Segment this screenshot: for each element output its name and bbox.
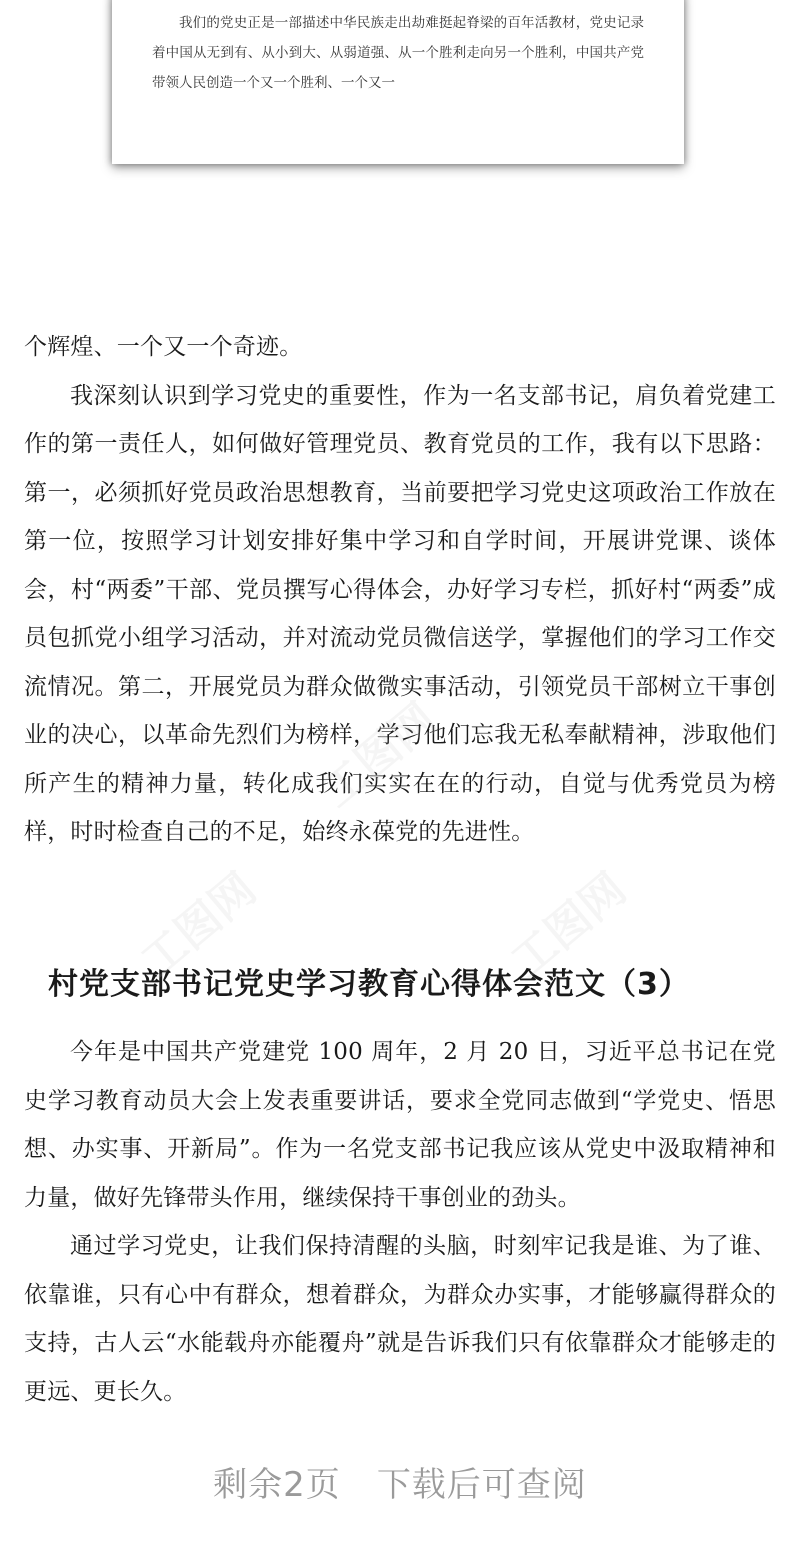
section-3-body: [24, 1028, 776, 1416]
document-body: [24, 323, 776, 857]
excerpt-paragraph: 我们的党史正是一部描述中华民族走出劫难挺起脊梁的百年活教材，党史记录着中国从无到有、从小到大、从弱道强、从一个胜利走向另一个胜利，中国共产党带领人民创造一个又一个胜利、一个又一: [152, 15, 644, 91]
body-paragraph-continuation: 个辉煌、一个又一个奇迹。: [24, 334, 303, 360]
section-3-paragraph-2: 通过学习党史，让我们保持清醒的头脑，时刻牢记我是谁、为了谁、依靠谁，只有心中有群众，想着群众，为群众办实事，才能够赢得群众的支持，古人云“水能载舟亦能覆舟”就是告诉我们只有依靠群众才能够走的更远、更长久。: [24, 1233, 776, 1405]
section-3-paragraph-1: 今年是中国共产党建党 100 周年，2 月 20 日，习近平总书记在党史学习教育动员大会上发表重要讲话，要求全党同志做到“学党史、悟思想、办实事、开新局”。作为一名党支部书记我应该从党史中汲取精神和力量，做好先锋带头作用，继续保持干事创业的劲头。: [24, 1039, 776, 1211]
download-prompt[interactable]: [0, 1460, 800, 1510]
remaining-pages-label: 剩余2页: [213, 1465, 341, 1505]
watermark: 工图网: [311, 693, 446, 818]
excerpt-card: [112, 0, 684, 164]
download-to-view-label: 下载后可查阅: [376, 1465, 587, 1505]
body-paragraph-2: 我深刻认识到学习党史的重要性，作为一名支部书记，肩负着党建工作的第一责任人，如何做好管理党员、教育党员的工作，我有以下思路：第一，必须抓好党员政治思想教育，当前要把学习党史这项政治工作放在第一位，按照学习计划安排好集中学习和自学时间，开展讲党课、谈体会，村“两委”干部、党员撰写心得体会，办好学习专栏，抓好村“两委”成员包抓党小组学习活动，并对流动党员微信送学，掌握他们的学习工作交流情况。第二，开展党员为群众做微实事活动，引领党员干部树立干事创业的决心，以革命先烈们为榜样，学习他们忘我无私奉献精神，涉取他们所产生的精神力量，转化成我们实实在在的行动，自觉与优秀党员为榜样，时时检查自己的不足，始终永葆党的先进性。: [24, 382, 776, 845]
watermark: 工图网: [131, 863, 266, 988]
watermark: 工图网: [501, 863, 636, 988]
section-title: 村党支部书记党史学习教育心得体会范文（3）: [48, 967, 690, 1002]
